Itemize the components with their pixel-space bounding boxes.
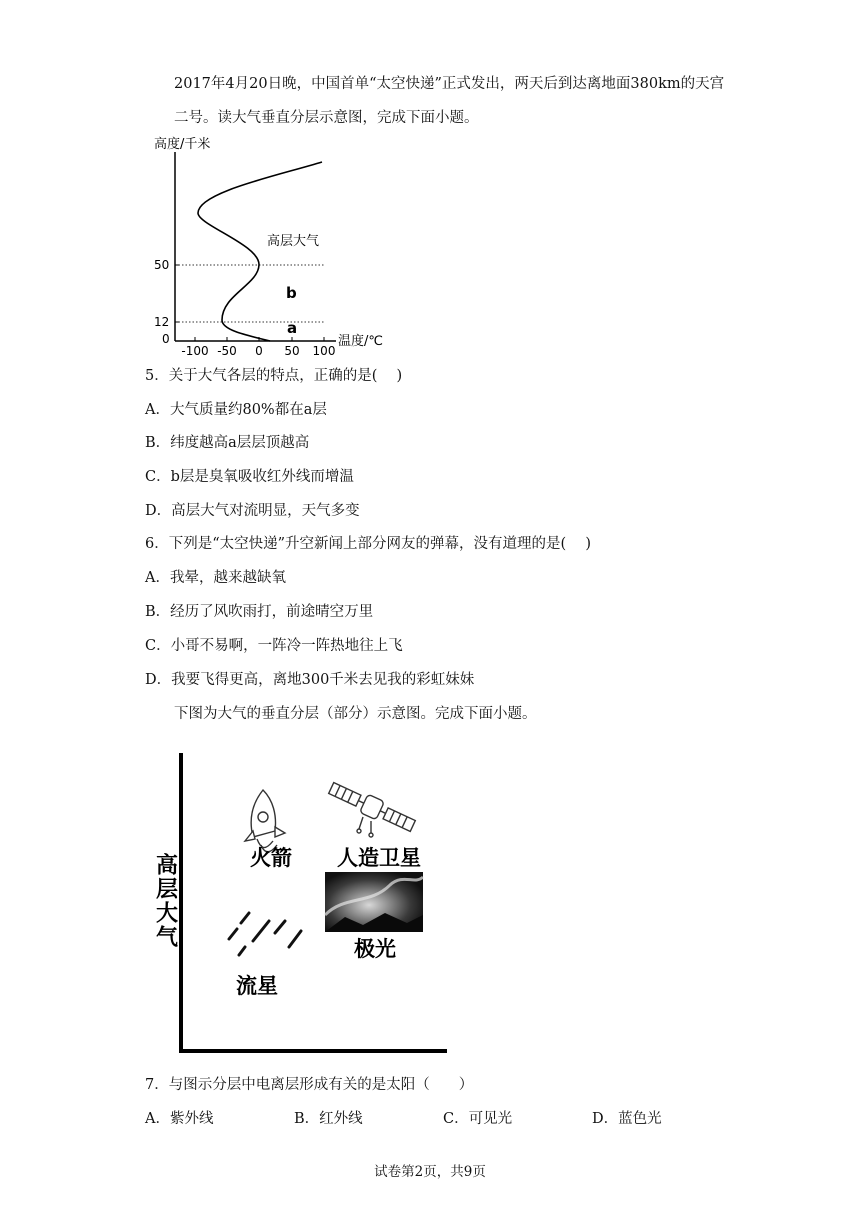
question-5-option-d: D．高层大气对流明显，天气多变: [145, 503, 360, 519]
label-aurora: 极光: [354, 937, 396, 961]
y-tick-label: 50: [154, 258, 170, 272]
question-7-option-a: A．紫外线: [145, 1111, 214, 1127]
question-6-option-b: B．经历了风吹雨打，前途晴空万里: [145, 604, 374, 620]
page-footer: 试卷第2页，共9页: [374, 1164, 486, 1180]
temperature-curve: [198, 162, 322, 341]
axis-label-upper-atmosphere: 高层大气: [152, 853, 178, 949]
x-tick-label: -50: [217, 344, 237, 358]
question-7-option-d: D．蓝色光: [592, 1111, 662, 1127]
y-tick-label: 0: [162, 332, 170, 346]
label-meteor: 流星: [236, 974, 278, 998]
intro-paragraph-1: [145, 67, 725, 135]
x-axis-label: 温度/℃: [338, 334, 383, 349]
y-tick-label: 12: [154, 315, 170, 329]
satellite-icon: [327, 779, 417, 837]
question-7-stem: 7．与图示分层中电离层形成有关的是太阳（ ）: [145, 1077, 474, 1093]
x-tick-label: 50: [284, 344, 300, 358]
label-satellite: 人造卫星: [337, 846, 421, 870]
x-tick-label: 0: [255, 344, 263, 358]
intro-paragraph-2: 下图为大气的垂直分层（部分）示意图。完成下面小题。: [174, 706, 537, 722]
question-5-option-c: C．b层是臭氧吸收红外线而增温: [145, 469, 354, 485]
question-6-option-d: D．我要飞得更高，离地300千米去见我的彩虹妹妹: [145, 672, 475, 688]
label-rocket: 火箭: [250, 846, 292, 870]
question-7-option-c: C．可见光: [443, 1111, 513, 1127]
rocket-icon: [245, 790, 285, 852]
question-5-option-b: B．纬度越高a层层顶越高: [145, 435, 310, 451]
question-5-stem: 5．关于大气各层的特点，正确的是( ): [145, 368, 403, 384]
question-6-option-c: C．小哥不易啊，一阵冷一阵热地往上飞: [145, 638, 403, 654]
intro-text-1: 2017年4月20日晚，中国首单“太空快递”正式发出，两天后到达离地面380km的天宫二号。读大气垂直分层示意图，完成下面小题。: [174, 76, 725, 126]
question-6-option-a: A．我晕，越来越缺氧: [145, 570, 286, 586]
x-tick-label: 100: [312, 344, 336, 358]
question-6-stem: 6．下列是“太空快递”升空新闻上部分网友的弹幕，没有道理的是( ): [145, 536, 591, 552]
upper-atmosphere-figure: [145, 745, 455, 1060]
layer-label-b: b: [286, 284, 297, 302]
layer-label-upper: 高层大气: [267, 234, 320, 249]
atmosphere-temperature-chart: [140, 130, 410, 360]
question-7-option-b: B．红外线: [294, 1111, 363, 1127]
x-tick-label: -100: [181, 344, 209, 358]
question-5-option-a: A．大气质量约80%都在a层: [145, 402, 327, 418]
y-axis-label: 高度/千米: [154, 137, 211, 152]
layer-label-a: a: [287, 319, 298, 337]
aurora-image: [325, 872, 423, 932]
meteor-streaks: [229, 913, 301, 955]
